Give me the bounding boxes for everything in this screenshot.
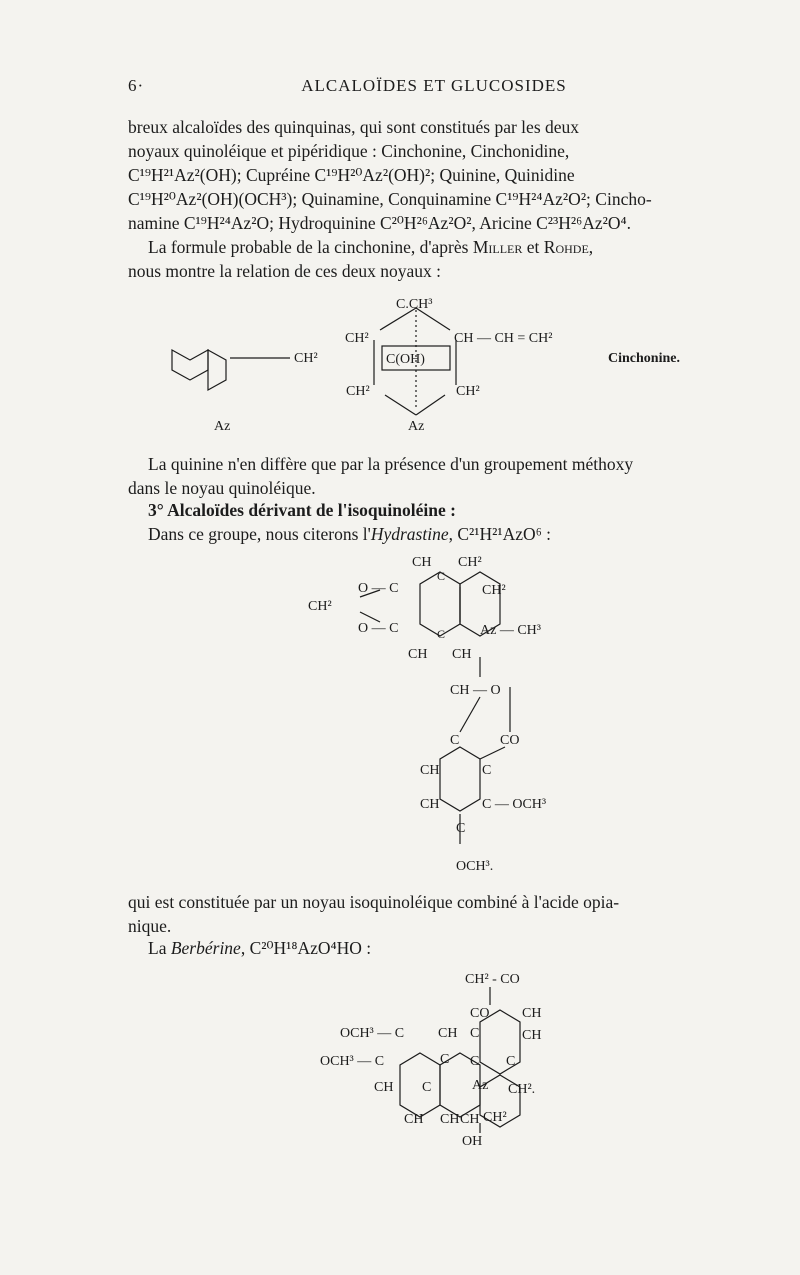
label-ch2: CH² xyxy=(345,331,369,346)
label: C xyxy=(470,1054,480,1069)
label: O — C xyxy=(358,581,399,596)
text-line: dans le noyau quinoléique. xyxy=(128,478,316,498)
section-heading xyxy=(128,498,740,522)
paragraph-quinine xyxy=(128,452,740,500)
label-c-ch3: C.CH³ xyxy=(396,297,433,312)
label: C xyxy=(506,1054,516,1069)
label: CH² xyxy=(308,599,332,614)
label: CH xyxy=(408,647,428,662)
label: CH xyxy=(522,1028,542,1043)
ring xyxy=(400,1053,440,1117)
berberine-structure xyxy=(310,965,570,1150)
bond xyxy=(460,697,480,732)
label-ch2-lower-right: CH² xyxy=(456,384,480,399)
label: CH². xyxy=(508,1082,536,1097)
label: CO xyxy=(500,733,520,748)
heading-text: 3° Alcaloïdes dérivant de l'isoquinoléine : xyxy=(148,500,456,520)
pyridine-ring xyxy=(208,350,226,390)
text-line: qui est constituée par un noyau isoquinoléique combiné à l'acide opia- xyxy=(128,892,620,912)
bond xyxy=(480,747,505,759)
label: CH xyxy=(438,1026,458,1041)
paragraph-quinquina-alkaloids xyxy=(128,115,740,235)
text-span: , xyxy=(588,237,594,257)
running-head xyxy=(128,76,740,100)
text-span: Dans ce groupe, nous citerons l' xyxy=(148,524,371,544)
text-line: noyaux quinoléique et pipéridique : Cinchonine, Cinchonidine, xyxy=(128,141,570,161)
cinchonine-name: Cinchonine. xyxy=(608,351,680,366)
label-az-piperidine: Az xyxy=(408,419,425,434)
label: CH² xyxy=(458,555,482,570)
label: CH xyxy=(404,1112,424,1127)
author-name: Miller xyxy=(472,237,523,257)
label: C xyxy=(450,733,460,748)
paragraph-isoquinoline xyxy=(128,890,740,938)
label-az-quinoline: Az xyxy=(214,419,231,434)
text-span: et xyxy=(526,237,540,257)
page-number: 6· xyxy=(128,76,145,95)
label: C xyxy=(440,1052,450,1067)
label: CH xyxy=(420,763,440,778)
label: C xyxy=(470,1026,480,1041)
opianic-ring xyxy=(440,747,480,811)
label: CO xyxy=(470,1006,490,1021)
text-line: nous montre la relation de ces deux noyaux : xyxy=(128,261,441,281)
text-line: La quinine n'en diffère que par la présence d'un groupement méthoxy xyxy=(148,454,634,474)
label: CH xyxy=(412,555,432,570)
text-line xyxy=(128,235,740,259)
label-ch2-lower: CH² xyxy=(346,384,370,399)
bond xyxy=(385,395,416,415)
cinchonine-structure xyxy=(160,290,720,440)
benzene-ring xyxy=(172,350,208,380)
label: CH xyxy=(460,1112,480,1127)
author-name: Rohde xyxy=(543,237,589,257)
label: C xyxy=(422,1080,432,1095)
label: CH xyxy=(420,797,440,812)
paragraph-berberine xyxy=(128,936,740,960)
compound-name: Berbérine xyxy=(170,938,241,958)
text-line: namine C¹⁹H²⁴Az²O; Hydroquinine C²⁰H²⁶Az²O², Aricine C²³H²⁶Az²O⁴. xyxy=(128,213,632,233)
paragraph-hydrastine xyxy=(128,522,740,546)
text-line: breux alcaloïdes des quinquinas, qui sont constitués par les deux xyxy=(128,117,580,137)
label: C xyxy=(456,821,466,836)
label: OCH³ — C xyxy=(340,1026,405,1041)
label: CH xyxy=(374,1080,394,1095)
label: Az — CH³ xyxy=(480,623,541,638)
label: OH xyxy=(462,1134,483,1149)
label: CH xyxy=(440,1112,460,1127)
text-line xyxy=(128,936,740,960)
paragraph-cinchonine-formula xyxy=(128,235,740,283)
label: CH² xyxy=(482,583,506,598)
label-vinyl: CH — CH = CH² xyxy=(454,331,553,346)
label: C xyxy=(482,763,492,778)
compound-name: Hydrastine xyxy=(370,524,449,544)
label: Az xyxy=(472,1078,489,1093)
bond xyxy=(416,395,445,415)
label-ch2-link: CH² xyxy=(294,351,318,366)
text-line: C¹⁹H²⁰Az²(OH)(OCH³); Quinamine, Conquinamine C¹⁹H²⁴Az²O²; Cincho- xyxy=(128,189,652,209)
label: CH xyxy=(522,1006,542,1021)
label: CH² - CO xyxy=(465,972,520,987)
text-line xyxy=(128,522,740,546)
text-span: , C²¹H²¹AzO⁶ : xyxy=(448,524,552,544)
label: O — C xyxy=(358,621,399,636)
label-c-oh: C(OH) xyxy=(386,352,425,367)
hydrastine-structure xyxy=(300,552,560,877)
text-span: La xyxy=(148,938,171,958)
label: OCH³. xyxy=(456,859,494,874)
text-line: C¹⁹H²¹Az²(OH); Cupréine C¹⁹H²⁰Az²(OH)²; Quinine, Quinidine xyxy=(128,165,575,185)
text-line: nique. xyxy=(128,916,172,936)
label: OCH³ — C xyxy=(320,1054,385,1069)
label: CH — O xyxy=(450,683,501,698)
text-span: , C²⁰H¹⁸AzO⁴HO : xyxy=(240,938,372,958)
running-title: ALCALOÏDES ET GLUCOSIDES xyxy=(301,76,567,95)
label: C xyxy=(437,569,446,583)
label: C — OCH³ xyxy=(482,797,547,812)
label: CH² xyxy=(483,1110,507,1125)
label: CH xyxy=(452,647,472,662)
text-span: La formule probable de la cinchonine, d'après xyxy=(148,237,469,257)
label: C xyxy=(437,627,446,641)
